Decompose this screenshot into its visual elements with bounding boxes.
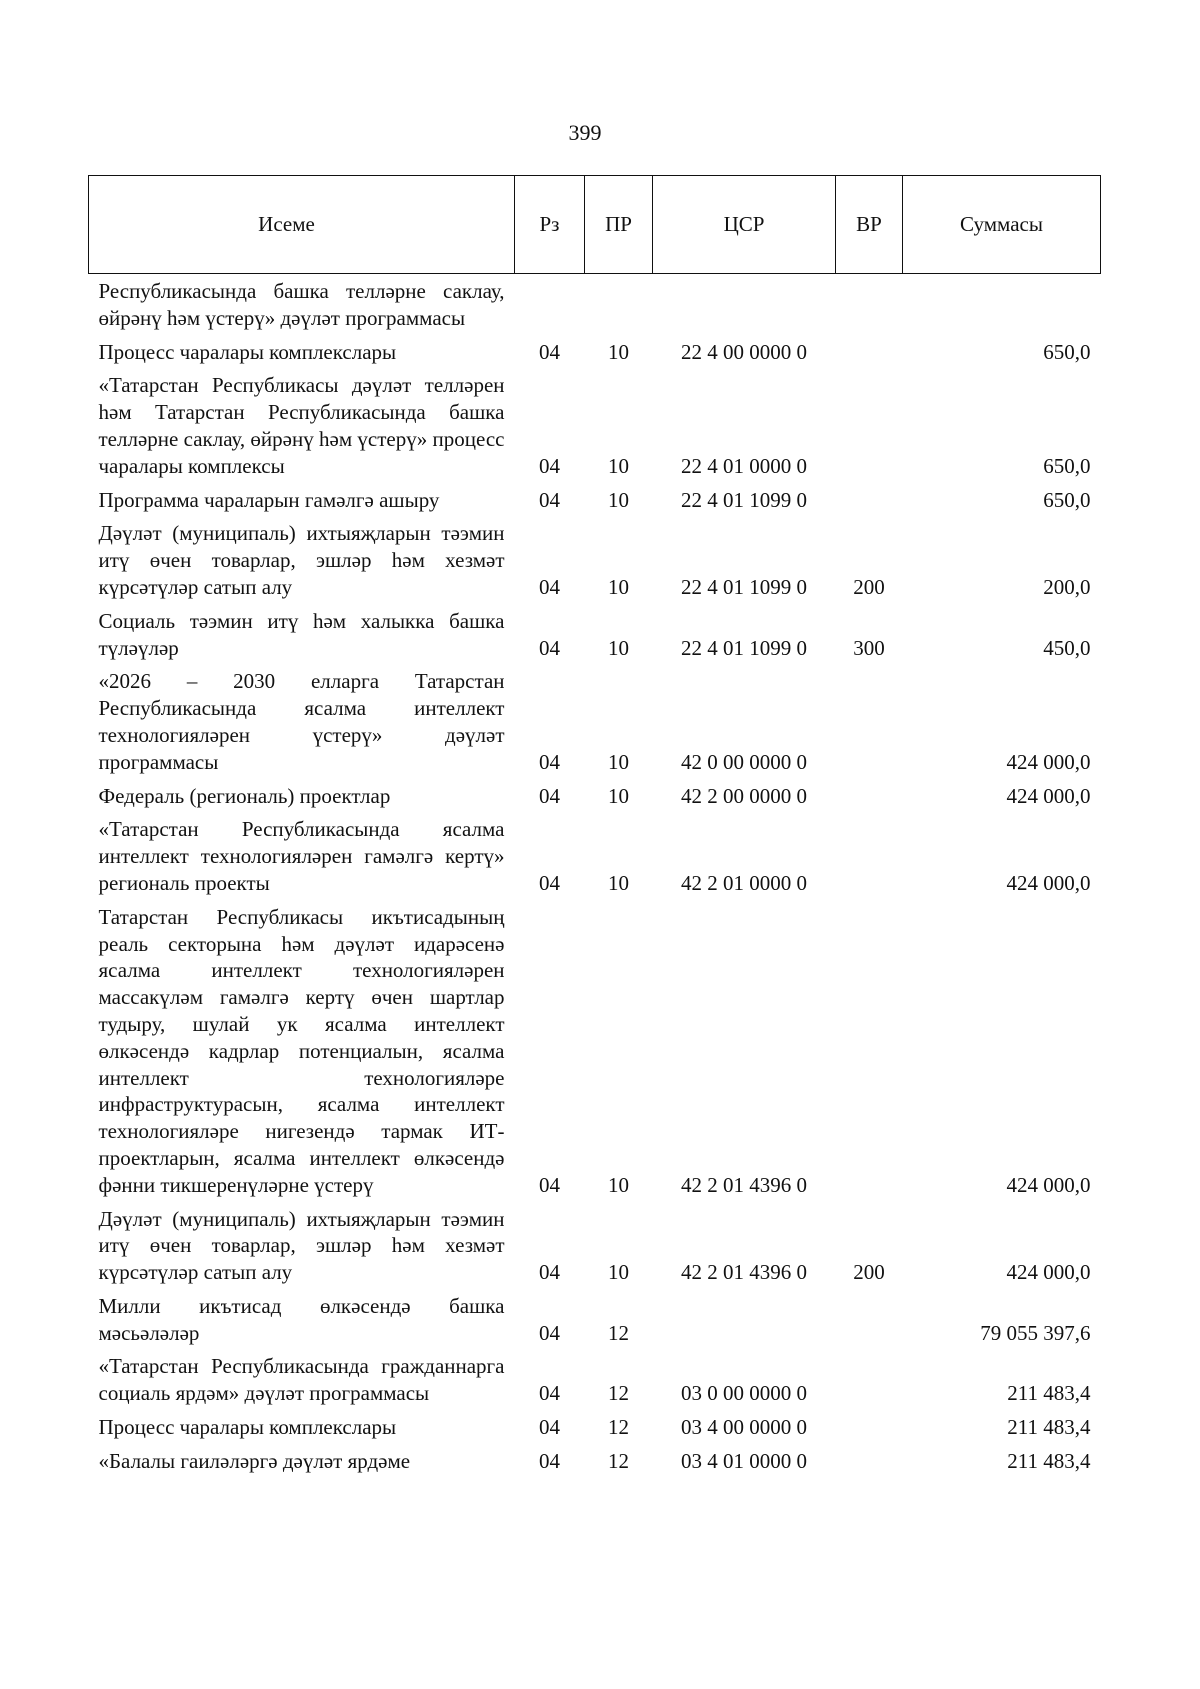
row-pr: 10 bbox=[608, 870, 629, 895]
row-name: «Татарстан Республикасы дәүләт телләрен һәм Татарстан Республикасында башка телләрне саклау, өйрәнү һәм үстерү» процесс чаралары комплексы bbox=[98, 373, 505, 478]
row-vr bbox=[836, 1350, 903, 1411]
row-csr: 03 4 00 0000 0 bbox=[681, 1415, 807, 1440]
row-rz: 04 bbox=[539, 1172, 560, 1197]
row-name: «2026 – 2030 елларга Татарстан Республикасында ясалма интеллект технологияләрен үстерү» дәүләт программасы bbox=[98, 669, 505, 774]
table-row bbox=[89, 1445, 1101, 1479]
row-sum: 79 055 397,6 bbox=[980, 1320, 1091, 1345]
row-vr bbox=[836, 484, 903, 518]
row-pr: 12 bbox=[608, 1320, 629, 1345]
table-body bbox=[89, 274, 1101, 1479]
header-sum: Суммасы bbox=[903, 176, 1101, 274]
table-row bbox=[89, 1203, 1101, 1290]
row-vr bbox=[836, 780, 903, 814]
table-row bbox=[89, 901, 1101, 1203]
row-rz: 04 bbox=[539, 1320, 560, 1345]
row-rz: 04 bbox=[539, 574, 560, 599]
row-sum: 424 000,0 bbox=[1006, 1260, 1091, 1285]
row-pr: 12 bbox=[608, 1415, 629, 1440]
row-name: Республикасында башка телләрне саклау, өйрәнү һәм үстерү» дәүләт программасы bbox=[98, 279, 505, 330]
table-row bbox=[89, 517, 1101, 604]
row-rz: 04 bbox=[539, 870, 560, 895]
row-csr: 22 4 01 1099 0 bbox=[681, 635, 807, 660]
table-header bbox=[89, 176, 1101, 274]
row-rz: 04 bbox=[539, 783, 560, 808]
row-vr bbox=[836, 1411, 903, 1445]
row-name: «Татарстан Республикасында ясалма интеллект технологияләрен гамәлгә кертү» региональ проекты bbox=[98, 817, 505, 895]
row-pr: 10 bbox=[608, 487, 629, 512]
table-row bbox=[89, 1411, 1101, 1445]
row-csr: 22 4 01 0000 0 bbox=[681, 453, 807, 478]
row-sum: 424 000,0 bbox=[1006, 870, 1091, 895]
row-rz: 04 bbox=[539, 635, 560, 660]
row-name: Процесс чаралары комплекслары bbox=[98, 339, 397, 364]
row-vr: 200 bbox=[853, 574, 885, 599]
row-vr: 200 bbox=[853, 1260, 885, 1285]
table-row bbox=[89, 1290, 1101, 1351]
row-sum: 200,0 bbox=[1043, 574, 1091, 599]
row-name: Федераль (региональ) проектлар bbox=[98, 783, 391, 808]
row-name: Программа чараларын гамәлгә ашыру bbox=[98, 487, 440, 512]
row-csr: 03 4 01 0000 0 bbox=[681, 1448, 807, 1473]
header-rz: Рз bbox=[515, 176, 585, 274]
row-vr bbox=[836, 901, 903, 1203]
row-csr bbox=[653, 274, 836, 336]
row-sum: 424 000,0 bbox=[1006, 783, 1091, 808]
row-vr bbox=[836, 665, 903, 779]
row-rz: 04 bbox=[539, 453, 560, 478]
row-name: «Балалы гаиләләргә дәүләт ярдәме bbox=[98, 1448, 411, 1473]
header-pr: ПР bbox=[585, 176, 653, 274]
row-pr: 12 bbox=[608, 1448, 629, 1473]
row-pr: 10 bbox=[608, 635, 629, 660]
row-pr: 10 bbox=[608, 453, 629, 478]
row-csr: 42 2 00 0000 0 bbox=[681, 783, 807, 808]
row-vr bbox=[836, 1290, 903, 1351]
budget-table bbox=[88, 175, 1101, 1479]
row-rz bbox=[515, 274, 585, 336]
row-pr bbox=[585, 274, 653, 336]
row-csr: 42 2 01 4396 0 bbox=[681, 1172, 807, 1197]
row-sum: 650,0 bbox=[1043, 487, 1091, 512]
row-pr: 10 bbox=[608, 749, 629, 774]
row-rz: 04 bbox=[539, 1415, 560, 1440]
header-csr: ЦСР bbox=[653, 176, 836, 274]
row-vr bbox=[836, 813, 903, 900]
header-vr: ВР bbox=[836, 176, 903, 274]
table-row bbox=[89, 274, 1101, 336]
row-vr bbox=[836, 369, 903, 483]
row-csr: 22 4 01 1099 0 bbox=[681, 487, 807, 512]
row-csr: 42 2 01 4396 0 bbox=[681, 1260, 807, 1285]
row-vr: 300 bbox=[853, 635, 885, 660]
row-csr: 22 4 01 1099 0 bbox=[681, 574, 807, 599]
row-pr: 10 bbox=[608, 1260, 629, 1285]
row-csr bbox=[653, 1290, 836, 1351]
row-rz: 04 bbox=[539, 1381, 560, 1406]
row-pr: 10 bbox=[608, 1172, 629, 1197]
table-row bbox=[89, 336, 1101, 370]
table-row bbox=[89, 665, 1101, 779]
row-name: Дәүләт (муниципаль) ихтыяҗларын тәэмин итү өчен товарлар, эшләр һәм хезмәт күрсәтүләр сатып алу bbox=[98, 1206, 505, 1285]
row-csr: 42 0 00 0000 0 bbox=[681, 749, 807, 774]
row-sum bbox=[903, 274, 1101, 336]
row-pr: 10 bbox=[608, 339, 629, 364]
page-number: 399 bbox=[568, 120, 602, 145]
row-sum: 211 483,4 bbox=[1007, 1448, 1091, 1473]
row-name: Милли икътисад өлкәсендә башка мәсьәләләр bbox=[98, 1293, 505, 1345]
row-sum: 211 483,4 bbox=[1007, 1381, 1091, 1406]
row-pr: 10 bbox=[608, 783, 629, 808]
row-vr bbox=[836, 1445, 903, 1479]
row-sum: 650,0 bbox=[1043, 339, 1091, 364]
table-row bbox=[89, 813, 1101, 900]
row-name: Процесс чаралары комплекслары bbox=[98, 1415, 397, 1440]
row-rz: 04 bbox=[539, 487, 560, 512]
row-sum: 211 483,4 bbox=[1007, 1415, 1091, 1440]
row-csr: 42 2 01 0000 0 bbox=[681, 870, 807, 895]
row-csr: 03 0 00 0000 0 bbox=[681, 1381, 807, 1406]
row-sum: 650,0 bbox=[1043, 453, 1091, 478]
row-name: Дәүләт (муниципаль) ихтыяҗларын тәэмин итү өчен товарлар, эшләр һәм хезмәт күрсәтүләр сатып алу bbox=[98, 521, 505, 599]
row-sum: 450,0 bbox=[1043, 635, 1091, 660]
row-name: Социаль тәэмин итү һәм халыкка башка түләүләр bbox=[98, 608, 505, 660]
row-rz: 04 bbox=[539, 339, 560, 364]
table-row bbox=[89, 1350, 1101, 1411]
row-name: «Татарстан Республикасында гражданнарга социаль ярдәм» дәүләт программасы bbox=[98, 1354, 505, 1406]
row-sum: 424 000,0 bbox=[1006, 749, 1091, 774]
row-pr: 12 bbox=[608, 1381, 629, 1406]
table-row bbox=[89, 780, 1101, 814]
table-row bbox=[89, 369, 1101, 483]
row-rz: 04 bbox=[539, 749, 560, 774]
row-pr: 10 bbox=[608, 574, 629, 599]
row-sum: 424 000,0 bbox=[1006, 1172, 1091, 1197]
table-row bbox=[89, 484, 1101, 518]
row-rz: 04 bbox=[539, 1448, 560, 1473]
row-vr bbox=[836, 274, 903, 336]
table-row bbox=[89, 605, 1101, 666]
row-rz: 04 bbox=[539, 1260, 560, 1285]
row-csr: 22 4 00 0000 0 bbox=[681, 339, 807, 364]
row-vr bbox=[836, 336, 903, 370]
row-name: Татарстан Республикасы икътисадының реаль секторына һәм дәүләт идарәсенә ясалма интеллект технологияләрен массакүләм гамәлгә кертү өчен шартлар тудыру, шулай ук ясалма интеллект өлкәсендә кадрлар потенциалын, ясалма интеллект технологияләре инфраструктурасын, ясалма интеллект технологияләре нигезендә тармак ИТ-проектларын, ясалма интеллект өлкәсендә фәнни тикшеренүләрне үстерү bbox=[98, 904, 505, 1197]
header-name: Исеме bbox=[89, 176, 515, 274]
